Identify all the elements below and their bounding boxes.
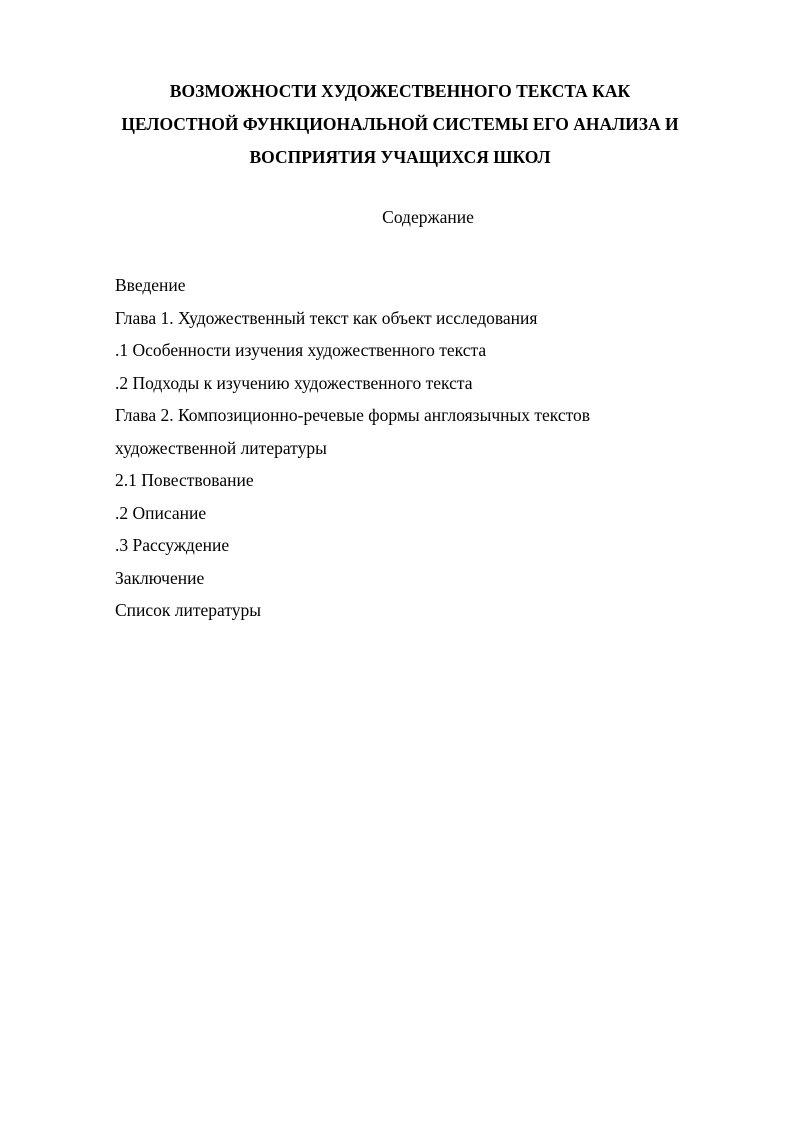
toc-item: Заключение xyxy=(115,567,205,588)
toc-heading: Содержание xyxy=(382,207,474,227)
toc-item: .3 Рассуждение xyxy=(115,535,230,555)
title-line: ЦЕЛОСТНОЙ ФУНКЦИОНАЛЬНОЙ СИСТЕМЫ ЕГО АНАЛИЗА И xyxy=(121,114,679,134)
toc-item: Введение xyxy=(115,275,186,295)
toc-item: .2 Описание xyxy=(115,502,207,523)
toc-item: .1 Особенности изучения художественного текста xyxy=(115,340,487,360)
toc-item: Список литературы xyxy=(115,600,262,620)
title-line: ВОЗМОЖНОСТИ ХУДОЖЕСТВЕННОГО ТЕКСТА КАК xyxy=(169,81,631,101)
title-line: ВОСПРИЯТИЯ УЧАЩИХСЯ ШКОЛ xyxy=(249,147,551,167)
toc-item: художественной литературы xyxy=(115,437,327,458)
table-of-contents xyxy=(115,269,715,627)
toc-item: 2.1 Повествование xyxy=(115,470,254,490)
document-title xyxy=(0,75,800,174)
toc-item: Глава 2. Композиционно-речевые формы англоязычных текстов xyxy=(115,405,591,425)
toc-item: Глава 1. Художественный текст как объект исследования xyxy=(115,307,538,328)
toc-item: .2 Подходы к изучению художественного текста xyxy=(115,372,473,393)
